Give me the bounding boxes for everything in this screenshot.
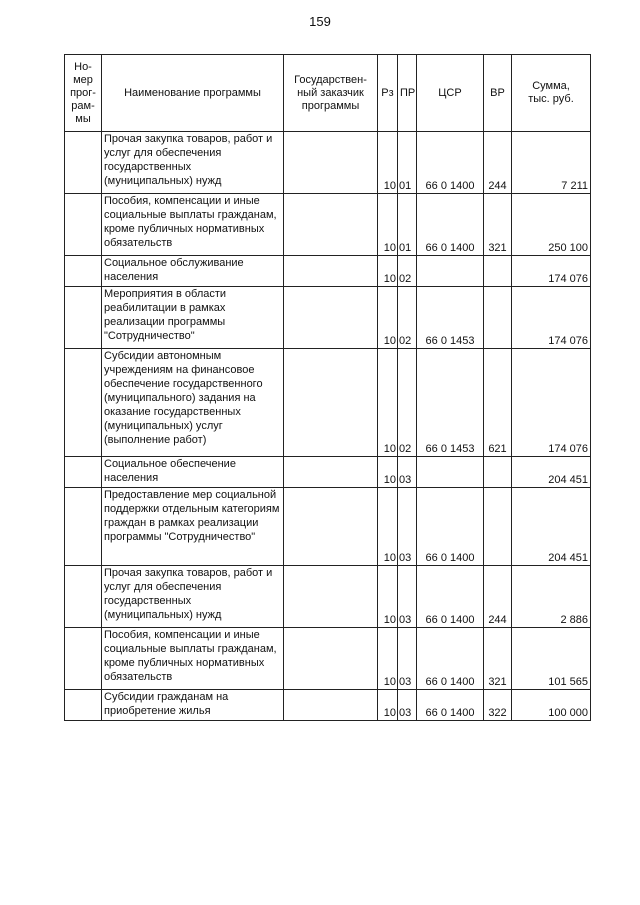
cell-customer xyxy=(284,194,378,256)
cell-number xyxy=(65,287,102,349)
cell-rz: 10 xyxy=(378,256,398,287)
cell-vr: 244 xyxy=(484,566,512,628)
cell-name: Прочая закупка товаров, работ и услуг для обеспечения государственных (муниципальных) нужд xyxy=(102,132,284,194)
cell-pr: 03 xyxy=(398,628,417,690)
cell-pr: 01 xyxy=(398,194,417,256)
cell-number xyxy=(65,690,102,721)
cell-csr: 66 0 1400 xyxy=(417,194,484,256)
cell-pr: 03 xyxy=(398,457,417,488)
cell-sum: 2 886 xyxy=(512,566,591,628)
cell-vr: 322 xyxy=(484,690,512,721)
cell-number xyxy=(65,566,102,628)
cell-customer xyxy=(284,628,378,690)
cell-name: Предоставление мер социальной поддержки отдельным категориям граждан в рамках реализации программы "Сотрудничество" xyxy=(102,488,284,566)
cell-sum: 7 211 xyxy=(512,132,591,194)
cell-pr: 01 xyxy=(398,132,417,194)
cell-sum: 204 451 xyxy=(512,457,591,488)
cell-number xyxy=(65,488,102,566)
cell-name: Мероприятия в области реабилитации в рамках реализации программы "Сотрудничество" xyxy=(102,287,284,349)
cell-customer xyxy=(284,566,378,628)
table-row xyxy=(65,628,591,690)
table-row xyxy=(65,457,591,488)
table-row xyxy=(65,132,591,194)
budget-table xyxy=(64,54,591,721)
cell-customer xyxy=(284,256,378,287)
cell-rz: 10 xyxy=(378,194,398,256)
cell-pr: 03 xyxy=(398,566,417,628)
cell-vr xyxy=(484,256,512,287)
column-header-csr: ЦСР xyxy=(417,55,484,132)
cell-sum: 174 076 xyxy=(512,349,591,457)
cell-name: Субсидии гражданам на приобретение жилья xyxy=(102,690,284,721)
cell-customer xyxy=(284,349,378,457)
cell-csr: 66 0 1400 xyxy=(417,488,484,566)
cell-sum: 250 100 xyxy=(512,194,591,256)
table-header-row xyxy=(65,55,591,132)
cell-name: Прочая закупка товаров, работ и услуг для обеспечения государственных (муниципальных) нужд xyxy=(102,566,284,628)
cell-rz: 10 xyxy=(378,488,398,566)
table-row xyxy=(65,194,591,256)
cell-pr: 03 xyxy=(398,690,417,721)
cell-sum: 101 565 xyxy=(512,628,591,690)
column-header-pr: ПР xyxy=(398,55,417,132)
table-row xyxy=(65,349,591,457)
cell-customer xyxy=(284,488,378,566)
cell-name: Социальное обслуживание населения xyxy=(102,256,284,287)
cell-number xyxy=(65,194,102,256)
cell-rz: 10 xyxy=(378,132,398,194)
cell-name: Социальное обеспечение населения xyxy=(102,457,284,488)
cell-pr: 03 xyxy=(398,488,417,566)
cell-csr: 66 0 1400 xyxy=(417,628,484,690)
cell-sum: 204 451 xyxy=(512,488,591,566)
cell-rz: 10 xyxy=(378,457,398,488)
cell-name: Пособия, компенсации и иные социальные выплаты гражданам, кроме публичных нормативных обязательств xyxy=(102,628,284,690)
cell-customer xyxy=(284,132,378,194)
cell-customer xyxy=(284,287,378,349)
table-row xyxy=(65,488,591,566)
cell-pr: 02 xyxy=(398,287,417,349)
column-header-name: Наименование программы xyxy=(102,55,284,132)
column-header-number: Но- мер прог- рам- мы xyxy=(65,55,102,132)
cell-vr xyxy=(484,488,512,566)
cell-csr xyxy=(417,256,484,287)
cell-rz: 10 xyxy=(378,287,398,349)
cell-number xyxy=(65,628,102,690)
cell-vr: 244 xyxy=(484,132,512,194)
cell-rz: 10 xyxy=(378,628,398,690)
cell-csr: 66 0 1453 xyxy=(417,287,484,349)
cell-sum: 100 000 xyxy=(512,690,591,721)
cell-customer xyxy=(284,457,378,488)
cell-csr: 66 0 1400 xyxy=(417,690,484,721)
table-row xyxy=(65,256,591,287)
cell-vr xyxy=(484,457,512,488)
cell-number xyxy=(65,457,102,488)
table-row xyxy=(65,287,591,349)
column-header-vr: ВР xyxy=(484,55,512,132)
cell-rz: 10 xyxy=(378,566,398,628)
cell-csr: 66 0 1400 xyxy=(417,132,484,194)
cell-sum: 174 076 xyxy=(512,287,591,349)
cell-customer xyxy=(284,690,378,721)
cell-rz: 10 xyxy=(378,349,398,457)
cell-number xyxy=(65,132,102,194)
cell-vr: 321 xyxy=(484,628,512,690)
cell-number xyxy=(65,349,102,457)
cell-sum: 174 076 xyxy=(512,256,591,287)
cell-csr xyxy=(417,457,484,488)
cell-vr: 621 xyxy=(484,349,512,457)
column-header-rz: Рз xyxy=(378,55,398,132)
page-number: 159 xyxy=(309,14,331,29)
table-body xyxy=(65,132,591,721)
column-header-customer: Государствен- ный заказчик программы xyxy=(284,55,378,132)
cell-vr xyxy=(484,287,512,349)
cell-pr: 02 xyxy=(398,256,417,287)
cell-rz: 10 xyxy=(378,690,398,721)
cell-number xyxy=(65,256,102,287)
table-row xyxy=(65,566,591,628)
table-row xyxy=(65,690,591,721)
cell-name: Пособия, компенсации и иные социальные выплаты гражданам, кроме публичных нормативных обязательств xyxy=(102,194,284,256)
cell-csr: 66 0 1453 xyxy=(417,349,484,457)
cell-vr: 321 xyxy=(484,194,512,256)
cell-pr: 02 xyxy=(398,349,417,457)
cell-csr: 66 0 1400 xyxy=(417,566,484,628)
cell-name: Субсидии автономным учреждениям на финансовое обеспечение государственного (муниципального) задания на оказание государственных (муниципальных) услуг (выполнение работ) xyxy=(102,349,284,457)
column-header-sum: Сумма, тыс. руб. xyxy=(512,55,591,132)
